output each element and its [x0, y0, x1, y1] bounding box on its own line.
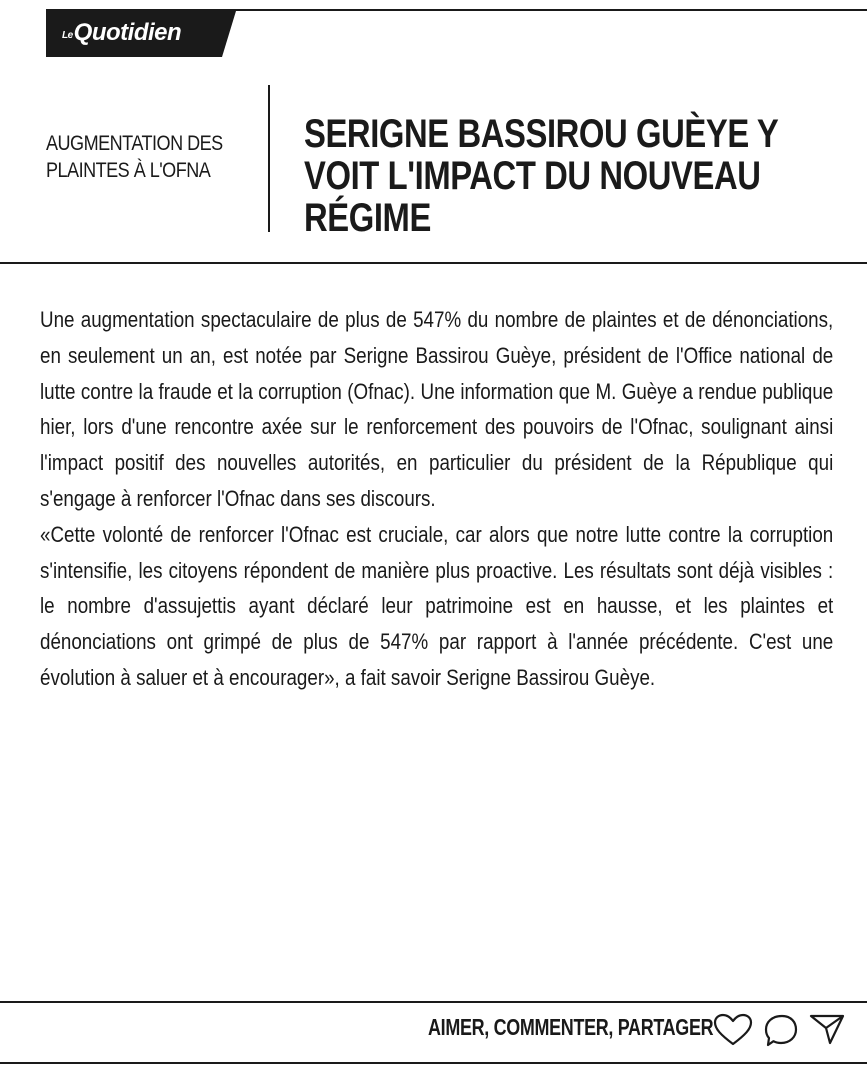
footer-bottom-rule — [0, 1062, 867, 1064]
logo-text — [62, 19, 181, 47]
brand-logo — [46, 11, 236, 57]
article-kicker: AUGMENTATION DES PLAINTES À L'OFNA — [46, 132, 223, 182]
article-paragraph: Une augmentation spectaculaire de plus de 547% du nombre de plaintes et de dénonciations, en seulement un an, est notée par Serigne Bassirou Guèye, président de l'Office national de lutte contre la fraude et la corruption (Ofnac). Une information que M. Guèye a rendue publique hier, lors d'une rencontre axée sur le renforcement des pouvoirs de l'Ofnac, soulignant ainsi l'impact positif des nouvelles autorités, en particulier du président de la République qui s'engage à renforcer l'Ofnac dans ses discours. — [40, 307, 834, 511]
article-paragraph: «Cette volonté de renforcer l'Ofnac est cruciale, car alors que notre lutte contre la corruption s'intensifie, les citoyens répondent de manière plus proactive. Les résultats sont déjà visibles : le nombre d'assujettis ayant déclaré leur patrimoine est en hausse, et les plaintes et dénonciations ont grimpé de plus de 547% par rapport à l'année précédente. C'est une évolution à saluer et à encourager», a fait savoir Serigne Bassirou Guèye. — [40, 521, 834, 690]
heart-icon[interactable] — [713, 1013, 753, 1047]
logo-prefix: Le — [62, 30, 73, 41]
footer-top-rule — [0, 1001, 867, 1003]
article-headline: SERIGNE BASSIROU GUÈYE Y VOIT L'IMPACT DU NOUVEAU RÉGIME — [304, 112, 778, 240]
header-rule — [0, 262, 867, 264]
logo-name: Quotidien — [73, 19, 182, 46]
article-body — [40, 302, 833, 696]
comment-icon[interactable] — [762, 1013, 800, 1049]
share-icon[interactable] — [808, 1013, 846, 1047]
header-divider — [268, 85, 270, 232]
cta-text: AIMER, COMMENTER, PARTAGER — [428, 1014, 714, 1040]
